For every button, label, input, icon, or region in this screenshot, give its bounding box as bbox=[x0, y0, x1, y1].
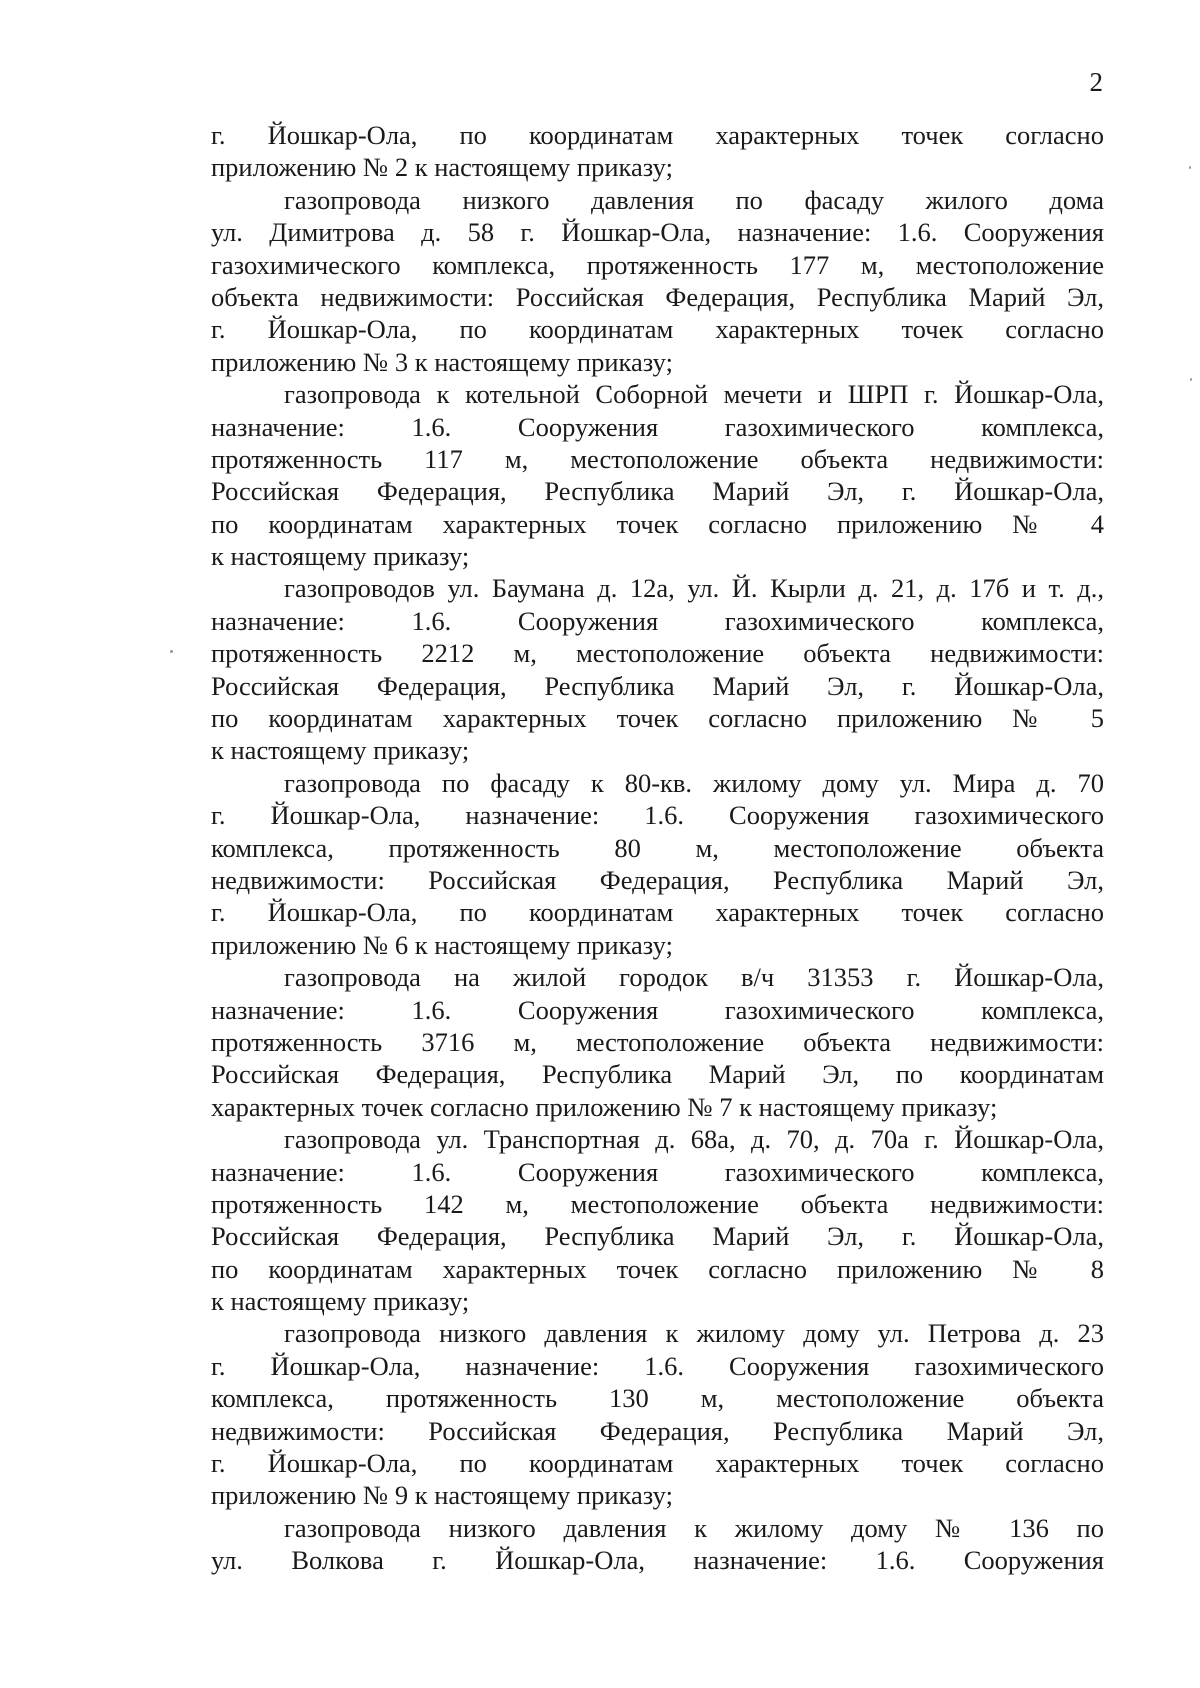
text-line: комплекса, протяженность 80 м, местоположение объекта bbox=[211, 832, 1104, 863]
text-line: г. Йошкар-Ола, назначение: 1.6. Сооружения газохимического bbox=[211, 1350, 1104, 1381]
text-line: по координатам характерных точек согласно приложению № 4 bbox=[211, 508, 1104, 539]
text-line: газопровода на жилой городок в/ч 31353 г. Йошкар-Ола, bbox=[284, 962, 1104, 993]
paragraph-item-baumana-12a bbox=[211, 572, 1104, 766]
text-line: недвижимости: Российская Федерация, Республика Марий Эл, bbox=[211, 1415, 1104, 1446]
text-line: газопровода к котельной Соборной мечети и ШРП г. Йошкар-Ола, bbox=[284, 379, 1104, 410]
text-line: газохимического комплекса, протяженность 177 м, местоположение bbox=[211, 249, 1104, 280]
text-line: характерных точек согласно приложению № 7 к настоящему приказу; bbox=[211, 1091, 998, 1122]
paragraph-item-mira-70 bbox=[211, 767, 1104, 961]
text-line: приложению № 6 к настоящему приказу; bbox=[211, 929, 673, 960]
text-line: к настоящему приказу; bbox=[211, 1286, 470, 1317]
text-line: недвижимости: Российская Федерация, Республика Марий Эл, bbox=[211, 864, 1104, 895]
text-line: г. Йошкар-Ола, по координатам характерных точек согласно bbox=[211, 120, 1104, 150]
text-line: к настоящему приказу; bbox=[211, 735, 470, 766]
text-line: г. Йошкар-Ола, назначение: 1.6. Сооружения газохимического bbox=[211, 800, 1104, 831]
text-line: Российская Федерация, Республика Марий Эл, г. Йошкар-Ола, bbox=[211, 1221, 1104, 1252]
paragraph-item-petrova-23 bbox=[211, 1317, 1104, 1511]
text-line: газопровода по фасаду к 80-кв. жилому дому ул. Мира д. 70 bbox=[284, 767, 1104, 798]
text-line: Российская Федерация, Республика Марий Эл, по координатам bbox=[211, 1059, 1104, 1090]
text-line: протяженность 3716 м, местоположение объекта недвижимости: bbox=[211, 1026, 1104, 1057]
text-line: ул. Димитрова д. 58 г. Йошкар-Ола, назначение: 1.6. Сооружения bbox=[211, 217, 1104, 248]
text-line: назначение: 1.6. Сооружения газохимического комплекса, bbox=[211, 605, 1104, 636]
text-line: ул. Волкова г. Йошкар-Ола, назначение: 1.6. Сооружения bbox=[211, 1545, 1104, 1576]
text-line: Российская Федерация, Республика Марий Эл, г. Йошкар-Ола, bbox=[211, 670, 1104, 701]
text-line: приложению № 2 к настоящему приказу; bbox=[211, 152, 673, 183]
document-body bbox=[211, 119, 1104, 1577]
text-line: г. Йошкар-Ола, по координатам характерных точек согласно bbox=[211, 314, 1104, 345]
text-line: протяженность 2212 м, местоположение объекта недвижимости: bbox=[211, 638, 1104, 669]
text-line: газопровода низкого давления к жилому дому ул. Петрова д. 23 bbox=[284, 1318, 1104, 1349]
text-line: приложению № 3 к настоящему приказу; bbox=[211, 346, 673, 377]
text-line: протяженность 117 м, местоположение объекта недвижимости: bbox=[211, 443, 1104, 474]
paragraph-item-dimitrova-58 bbox=[211, 184, 1104, 378]
paragraph-item-transportnaya-68a bbox=[211, 1123, 1104, 1317]
text-line: газопровода ул. Транспортная д. 68а, д. 70, д. 70а г. Йошкар-Ола, bbox=[284, 1124, 1104, 1155]
text-line: по координатам характерных точек согласно приложению № 5 bbox=[211, 703, 1104, 734]
text-line: газопровода низкого давления по фасаду жилого дома bbox=[284, 184, 1104, 215]
scan-speck bbox=[1190, 378, 1192, 381]
paragraph-continuation bbox=[211, 119, 1104, 184]
text-line: г. Йошкар-Ола, по координатам характерных точек согласно bbox=[211, 1448, 1104, 1479]
text-line: Российская Федерация, Республика Марий Эл, г. Йошкар-Ола, bbox=[211, 476, 1104, 507]
text-line: газопровода низкого давления к жилому дому № 136 по bbox=[284, 1512, 1104, 1543]
text-line: объекта недвижимости: Российская Федерация, Республика Марий Эл, bbox=[211, 281, 1104, 312]
text-line: назначение: 1.6. Сооружения газохимического комплекса, bbox=[211, 411, 1104, 442]
text-line: назначение: 1.6. Сооружения газохимического комплекса, bbox=[211, 994, 1104, 1025]
page-number: 2 bbox=[1089, 67, 1103, 97]
scan-speck bbox=[1189, 166, 1191, 169]
text-line: к настоящему приказу; bbox=[211, 541, 470, 572]
text-line: по координатам характерных точек согласно приложению № 8 bbox=[211, 1253, 1104, 1284]
paragraph-item-volkova-136 bbox=[211, 1512, 1104, 1577]
paragraph-item-mosque-boiler bbox=[211, 378, 1104, 572]
text-line: протяженность 142 м, местоположение объекта недвижимости: bbox=[211, 1188, 1104, 1219]
text-line: газопроводов ул. Баумана д. 12а, ул. Й. Кырли д. 21, д. 17б и т. д., bbox=[284, 573, 1104, 604]
text-line: г. Йошкар-Ола, по координатам характерных точек согласно bbox=[211, 897, 1104, 928]
text-line: назначение: 1.6. Сооружения газохимического комплекса, bbox=[211, 1156, 1104, 1187]
text-line: комплекса, протяженность 130 м, местоположение объекта bbox=[211, 1383, 1104, 1414]
paragraph-item-military-31353 bbox=[211, 961, 1104, 1123]
scan-speck bbox=[170, 650, 173, 653]
text-line: приложению № 9 к настоящему приказу; bbox=[211, 1480, 673, 1511]
